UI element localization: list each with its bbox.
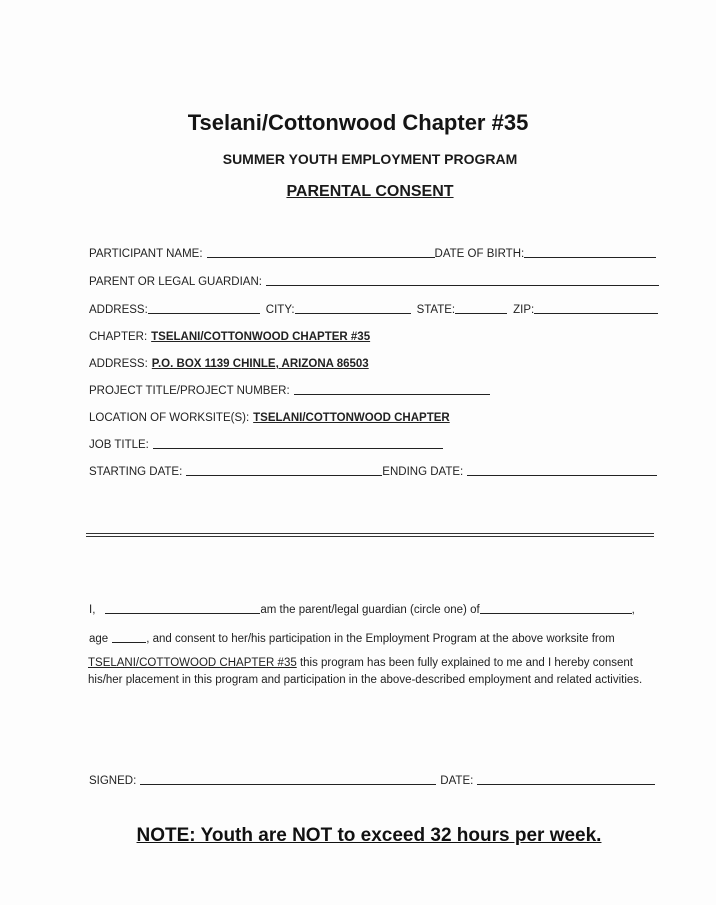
job-title-field[interactable] <box>153 436 443 449</box>
guardian-row <box>89 270 659 288</box>
consent-paragraph-text: this program has been fully explained to me and I hereby consent his/her placement in this program and participation in the above-described employment and related activities. <box>88 657 643 686</box>
ending-date-label: ENDING DATE: <box>382 466 464 478</box>
worksite-value: TSELANI/COTTONWOOD CHAPTER <box>253 412 450 424</box>
state-field[interactable] <box>455 301 507 314</box>
zip-label: ZIP: <box>513 304 535 316</box>
consent-comma: , <box>631 604 635 616</box>
chapter-row <box>89 325 370 343</box>
guardian-name-field[interactable] <box>105 601 260 614</box>
program-subtitle: SUMMER YOUTH EMPLOYMENT PROGRAM <box>222 151 518 167</box>
form-heading: Tselani/Cottonwood Chapter #35 <box>187 110 529 135</box>
consent-guardian-text: am the parent/legal guardian (circle one) of <box>260 604 480 616</box>
consent-participation-text: , and consent to her/his participation in the Employment Program at the above worksite from <box>146 633 615 645</box>
hours-note: NOTE: Youth are NOT to exceed 32 hours per week. <box>136 825 602 846</box>
chapter-address-value: P.O. BOX 1139 CHINLE, ARIZONA 86503 <box>151 358 369 370</box>
consent-paragraph <box>88 655 658 689</box>
form-title: PARENTAL CONSENT <box>286 183 454 200</box>
state-label: STATE: <box>416 304 456 316</box>
consent-line-1 <box>89 598 635 616</box>
dob-label: DATE OF BIRTH: <box>434 248 525 260</box>
project-title-label: PROJECT TITLE/PROJECT NUMBER: <box>89 385 290 397</box>
participant-name-label: PARTICIPANT NAME: <box>89 248 203 260</box>
worksite-row <box>89 406 450 424</box>
starting-date-field[interactable] <box>186 463 382 476</box>
signature-field[interactable] <box>140 772 436 785</box>
chapter-address-row <box>89 352 369 370</box>
signed-label: SIGNED: <box>89 775 137 787</box>
signature-row <box>89 769 655 787</box>
job-title-label: JOB TITLE: <box>89 439 149 451</box>
guardian-field[interactable] <box>266 273 659 286</box>
dates-row <box>89 460 657 478</box>
child-name-field[interactable] <box>480 601 632 614</box>
age-field[interactable] <box>112 630 146 643</box>
project-title-field[interactable] <box>294 382 490 395</box>
dob-field[interactable] <box>524 245 656 258</box>
address-field[interactable] <box>148 301 260 314</box>
chapter-address-label: ADDRESS: <box>89 358 148 370</box>
consent-chapter-ref: TSELANI/COTTOWOOD CHAPTER #35 <box>88 657 297 669</box>
chapter-label: CHAPTER: <box>89 331 148 343</box>
divider-rule <box>86 533 654 534</box>
consent-i-label: I, <box>89 604 96 616</box>
signature-date-field[interactable] <box>477 772 655 785</box>
address-row <box>89 298 658 316</box>
job-title-row <box>89 433 443 451</box>
ending-date-field[interactable] <box>467 463 657 476</box>
zip-field[interactable] <box>534 301 658 314</box>
city-field[interactable] <box>295 301 411 314</box>
divider-rule <box>86 536 654 537</box>
address-label: ADDRESS: <box>89 304 148 316</box>
participant-row <box>89 242 656 260</box>
project-row <box>89 379 490 397</box>
guardian-label: PARENT OR LEGAL GUARDIAN: <box>89 276 262 288</box>
participant-name-field[interactable] <box>207 245 435 258</box>
city-label: CITY: <box>265 304 295 316</box>
starting-date-label: STARTING DATE: <box>89 466 183 478</box>
consent-age-label: age <box>89 633 109 645</box>
consent-line-2 <box>89 627 615 645</box>
worksite-label: LOCATION OF WORKSITE(S): <box>89 412 250 424</box>
chapter-value: TSELANI/COTTONWOOD CHAPTER #35 <box>151 331 371 343</box>
signature-date-label: DATE: <box>440 775 474 787</box>
